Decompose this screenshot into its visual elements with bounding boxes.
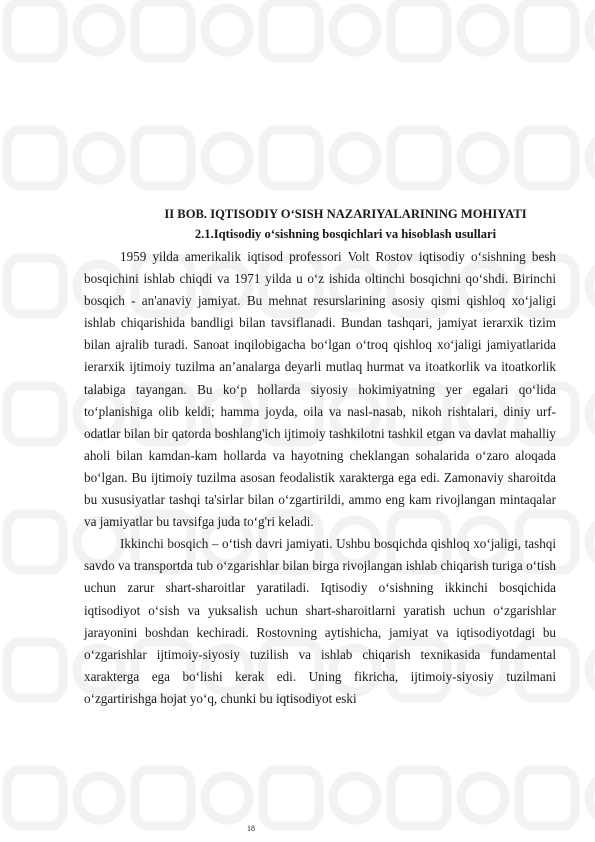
watermark-ring [589, 264, 595, 308]
watermark-tile [135, 130, 191, 186]
watermark-ring [461, 776, 505, 820]
section-title: 2.1.Iqtisodiy o‘sishning bosqichlari va hisoblash usullari [194, 227, 497, 241]
watermark-ring [589, 776, 595, 820]
watermark-ring [333, 8, 377, 52]
watermark-tile [7, 130, 63, 186]
paragraph-1: 1959 yilda amerikalik iqtisod professori Volt Rostov iqtisodiy o‘sishning besh bosqichini ishlab chiqdi va 1971 yilda u o‘z ishida oltinchi bosqichni qo‘shdi. Birinchi bosqich - an'anaviy jamiyat. Bu mehnat resurslarining asosiy qismi qishloq xo‘jaligi ishlab chiqarishida bandligi bilan tavsiflanadi. Bundan tashqari, jamiyat ierarxik tizim bilan ajralib turadi. Sanoat inqilobigacha bo‘lgan o‘troq qishloq xo‘jaligi jamiyatlarida ierarxik ijtimoiy tuzilma an’analarga deyarli mutlaq hurmat va itoatkorlik va itoatkorlik talabiga tayangan. Bu ko‘p hollarda siyosiy hokimiyatning yer egalari qo‘lida to‘planishiga olib keldi; hamma joyda, oila va nasl-nasab, nikoh rishtalari, diniy urf-odatlar bilan bir qatorda boshlang'ich ijtimoiy tashkilotni tashkil etgan va davlat mahalliy aholi bilan kamdan-kam hollarda va hayotning cheklangan sohalarida o‘zaro aloqada bo‘lgan. Bu ijtimoiy tuzilma asosan feodalistik xarakterga ega edi. Zamonaviy sharoitda bu xususiyatlar tashqi ta'sirlar bilan o‘zgartirildi, ammo eng kam rivojlangan mintaqalar va jamiyatlar bu tavsifga juda to‘g'ri keladi. [84, 249, 556, 530]
watermark-tile [7, 2, 63, 58]
watermark-tile [7, 514, 63, 570]
paragraph-2: Ikkinchi bosqich – o‘tish davri jamiyati. Ushbu bosqichda qishloq xo‘jaligi, tashqi savdo va transportda tub o‘zgarishlar bilan birga rivojlangan ishlab chiqarish turiga o‘tish uchun zarur shart-sharoitlar yaratiladi. Iqtisodiy o‘sishning ikkinchi bosqichida iqtisodiyot o‘sish va yuksalish uchun shart-sharoitlarni yaratish uchun o‘zgarishlar jarayonini boshdan kechiradi. Rostovning aytishicha, jamiyat va iqtisodiyotdagi bu o‘zgarishlar ijtimoiy-siyosiy tuzilish va ishlab chiqarish texnikasida fundamental xarakterga ega bo‘lishi kerak edi. Uning fikricha, ijtimoiy-siyosiy tuzilmani o‘zgartirishga hojat yo‘q, chunki bu iqtisodiyot eski [84, 536, 556, 706]
watermark-ring [461, 136, 505, 180]
watermark-ring [589, 520, 595, 564]
watermark-ring [205, 776, 249, 820]
watermark-tile [391, 130, 447, 186]
watermark-tile [7, 258, 63, 314]
page-number: 18 [247, 824, 255, 833]
watermark-tile [391, 2, 447, 58]
chapter-title: II BOB. IQTISODIY O‘SISH NAZARIYALARINING MOHIYATI [164, 207, 527, 221]
watermark-ring [461, 8, 505, 52]
watermark-ring [333, 776, 377, 820]
watermark-tile [263, 2, 319, 58]
body-text [84, 246, 556, 710]
watermark-tile [263, 130, 319, 186]
watermark-tile [135, 770, 191, 826]
watermark-tile [7, 642, 63, 698]
watermark-tile [519, 770, 575, 826]
watermark-ring [333, 136, 377, 180]
watermark-tile [7, 386, 63, 442]
watermark-tile [519, 130, 575, 186]
watermark-tile [135, 2, 191, 58]
watermark-tile [7, 770, 63, 826]
watermark-tile [263, 770, 319, 826]
watermark-ring [77, 776, 121, 820]
watermark-ring [589, 392, 595, 436]
watermark-ring [589, 136, 595, 180]
watermark-ring [205, 8, 249, 52]
watermark-ring [589, 648, 595, 692]
watermark-tile [519, 2, 575, 58]
watermark-ring [589, 8, 595, 52]
watermark-ring [77, 8, 121, 52]
watermark-tile [391, 770, 447, 826]
watermark-ring [77, 136, 121, 180]
watermark-ring [205, 136, 249, 180]
